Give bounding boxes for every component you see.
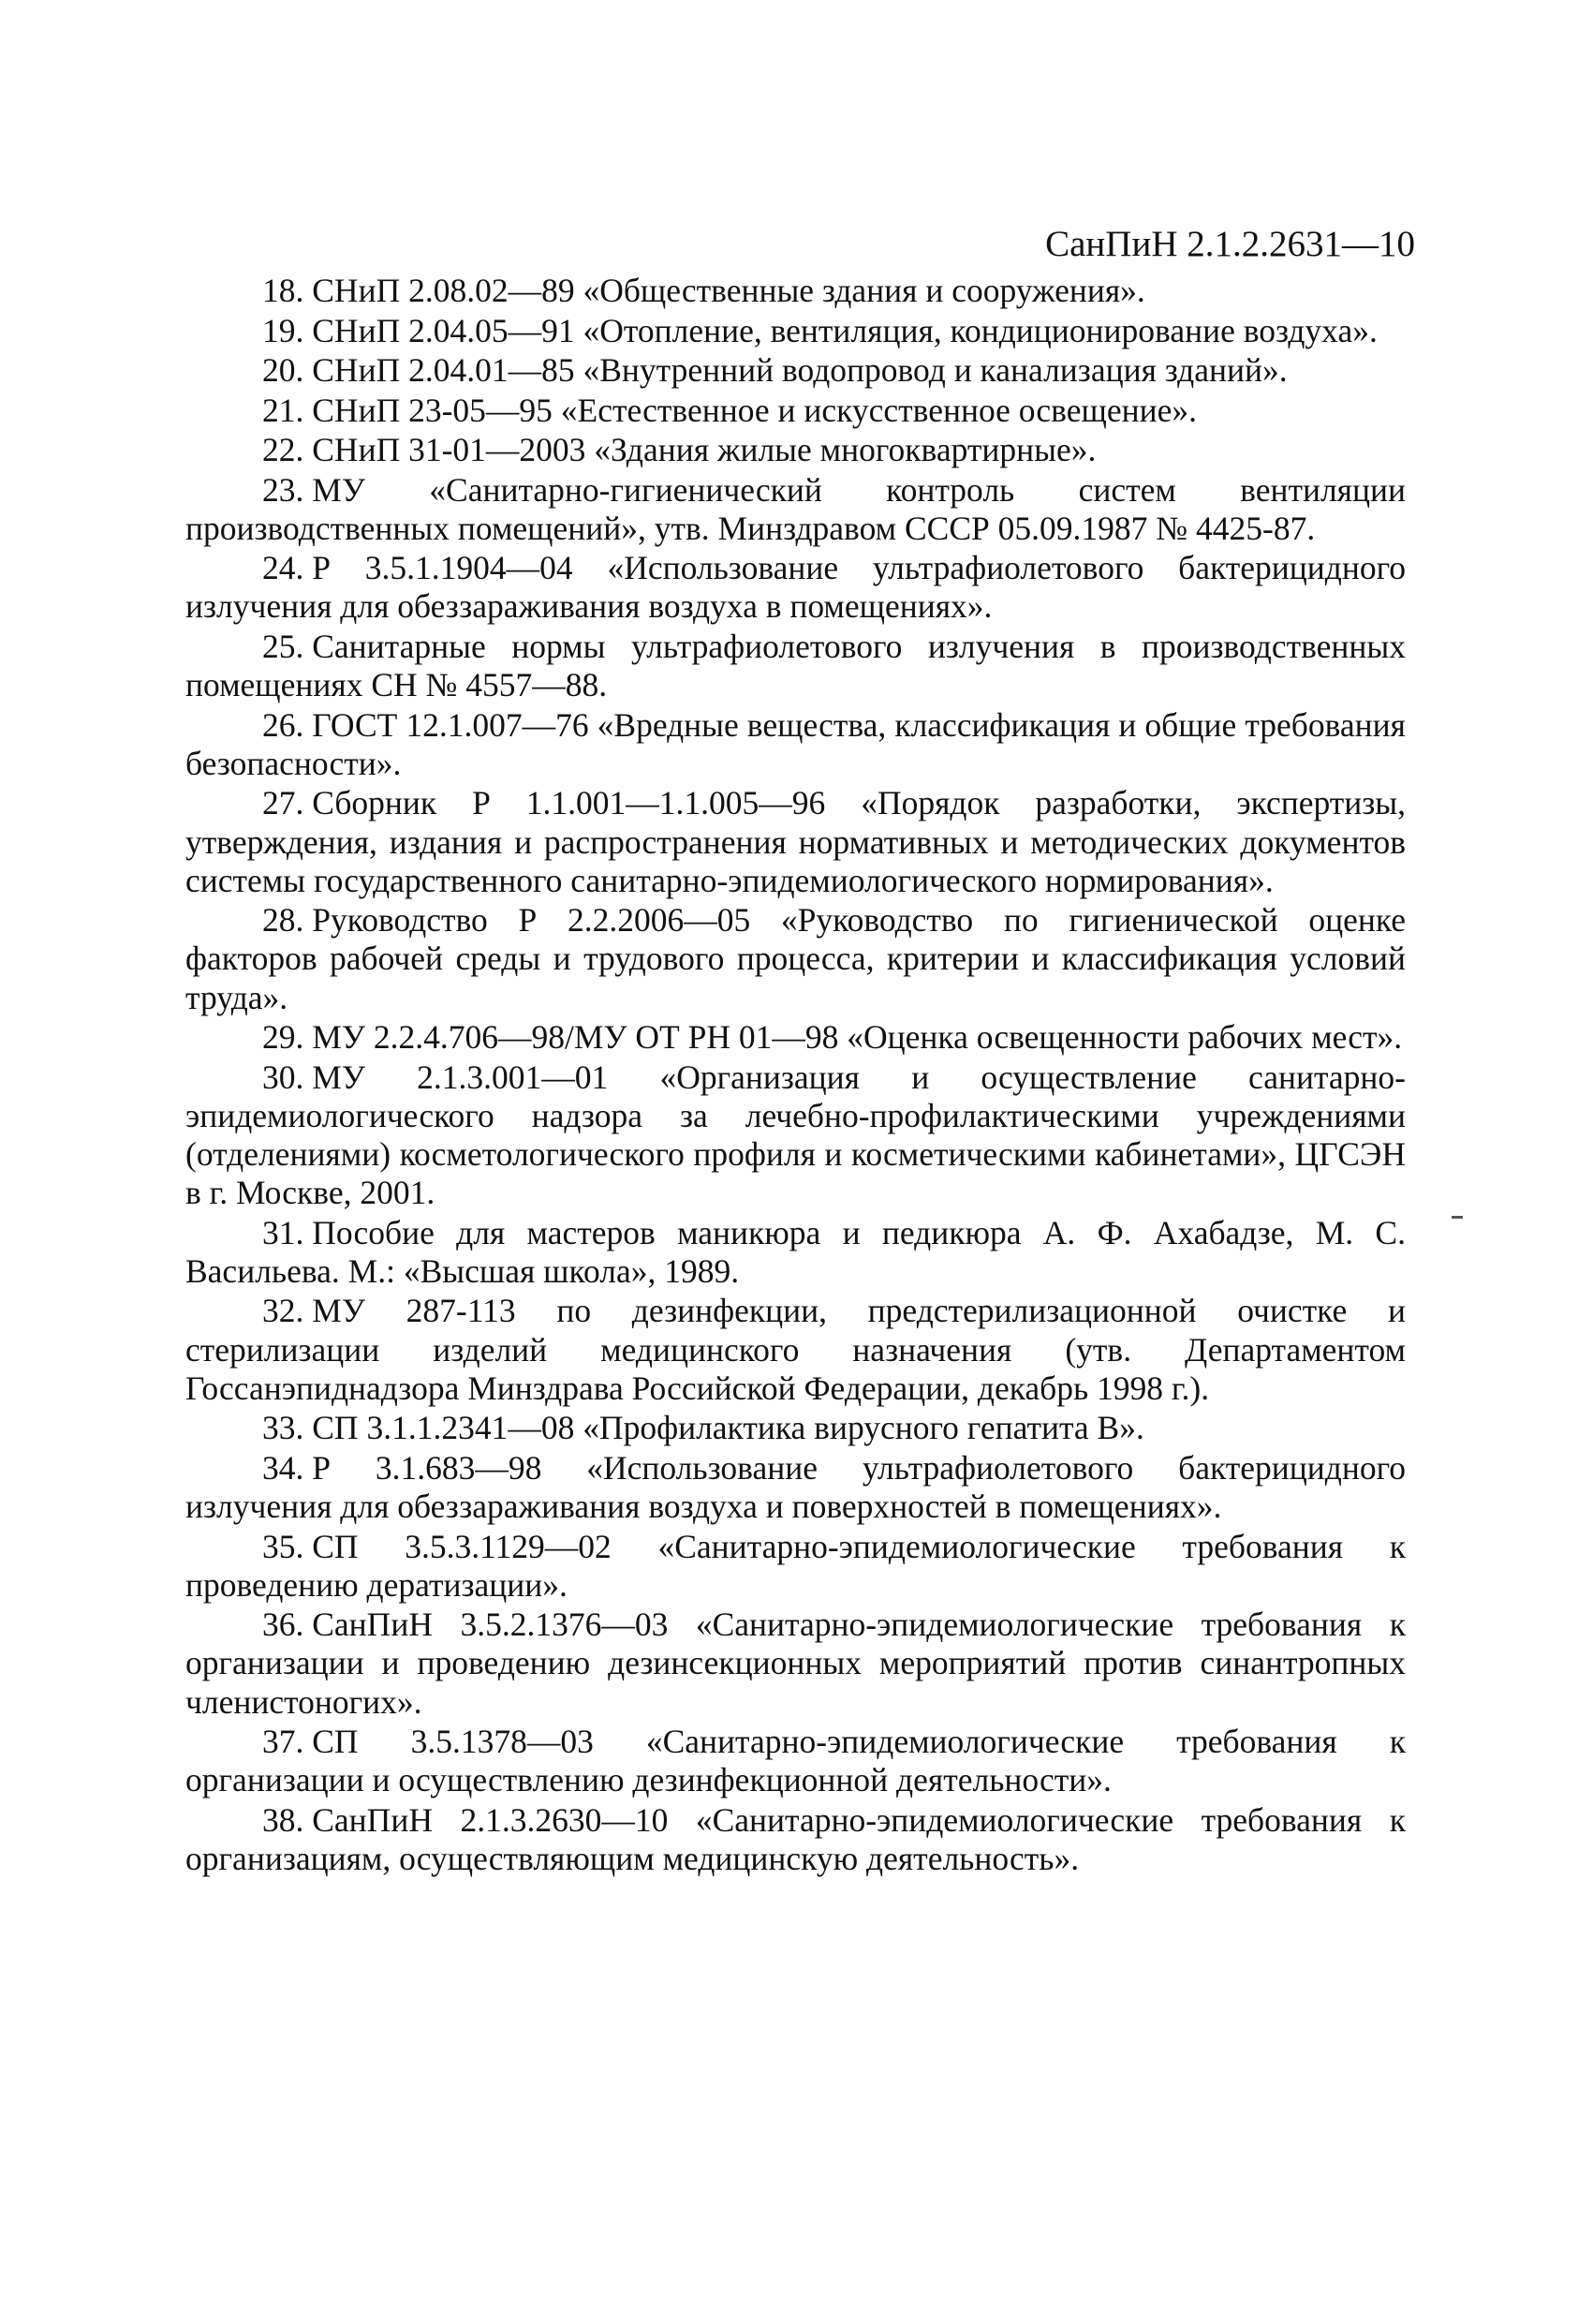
reference-text: СНиП 2.08.02—89 «Общественные здания и сооружения». <box>312 272 1145 309</box>
document-code: СанПиН 2.1.2.2631—10 <box>1045 224 1415 264</box>
reference-text: СП 3.5.1378—03 «Санитарно-эпидемиологические требования к организации и осуществлению дезинфекционной деятельности». <box>185 1723 1406 1799</box>
reference-text: ГОСТ 12.1.007—76 «Вредные вещества, классификация и общие требования безопасности». <box>185 705 1406 782</box>
reference-item <box>185 1292 1406 1408</box>
reference-item <box>185 1606 1406 1722</box>
scan-artifact-mark <box>1452 1216 1463 1219</box>
reference-text: СП 3.1.1.2341—08 «Профилактика вирусного гепатита В». <box>312 1409 1144 1447</box>
reference-number: 33. <box>262 1409 304 1447</box>
reference-text: МУ 2.2.4.706—98/МУ ОТ РН 01—98 «Оценка освещенности рабочих мест». <box>312 1018 1403 1057</box>
reference-item <box>185 351 1406 390</box>
reference-item <box>185 706 1406 783</box>
reference-text: СанПиН 2.1.3.2630—10 «Санитарно-эпидемиологические требования к организациям, осуществляющим медицинскую деятельность». <box>185 1800 1406 1878</box>
reference-item <box>185 471 1406 548</box>
reference-number: 36. <box>262 1606 304 1644</box>
reference-text: СНиП 31-01—2003 «Здания жилые многоквартирные». <box>312 431 1097 468</box>
reference-text: СП 3.5.3.1129—02 «Санитарно-эпидемиологические требования к проведению дератизации». <box>185 1527 1406 1604</box>
reference-number: 29. <box>262 1018 304 1057</box>
reference-text: СНиП 23-05—95 «Естественное и искусственное освещение». <box>312 391 1197 429</box>
reference-number: 22. <box>262 431 304 468</box>
reference-item <box>185 312 1406 350</box>
reference-number: 30. <box>262 1058 304 1096</box>
reference-item <box>185 1409 1406 1447</box>
reference-number: 19. <box>262 311 304 349</box>
reference-text: СНиП 2.04.05—91 «Отопление, вентиляция, кондиционирование воздуха». <box>312 311 1378 349</box>
reference-item <box>185 272 1406 310</box>
reference-item <box>185 1018 1406 1057</box>
reference-item <box>185 1214 1406 1291</box>
reference-text: Пособие для мастеров маникюра и педикюра А. Ф. Ахабадзе, М. С. Васильева. М.: «Высшая школа», 1989. <box>185 1213 1406 1290</box>
reference-number: 31. <box>262 1213 304 1251</box>
reference-text: Р 3.1.683—98 «Использование ультрафиолетового бактерицидного излучения для обеззараживания воздуха и поверхностей в помещениях». <box>185 1448 1406 1526</box>
reference-text: Р 3.5.1.1904—04 «Использование ультрафиолетового бактерицидного излучения для обеззараживания воздуха в помещениях». <box>185 549 1406 626</box>
reference-number: 35. <box>262 1527 304 1565</box>
reference-number: 26. <box>262 705 304 744</box>
reference-item <box>185 784 1406 900</box>
reference-text: Руководство Р 2.2.2006—05 «Руководство по гигиенической оценке факторов рабочей среды и трудового процесса, критерии и классификация условий труда». <box>185 901 1406 1016</box>
reference-item <box>185 1723 1406 1799</box>
reference-text: Санитарные нормы ультрафиолетового излучения в производственных помещениях СН № 4557—88. <box>185 627 1406 704</box>
reference-number: 28. <box>262 901 304 940</box>
reference-item <box>185 431 1406 469</box>
reference-text: МУ 2.1.3.001—01 «Организация и осуществление санитарно-эпидемиологического надзора за лечебно-профилактическими учреждениями (отделениями) косметологического профиля и косметическими кабинетами», ЦГСЭН в г. Москве, 2001. <box>185 1058 1406 1212</box>
reference-text: МУ «Санитарно-гигиенический контроль систем вентиляции производственных помещений», утв. Минздравом СССР 05.09.1987 № 4425-87. <box>185 470 1406 547</box>
reference-number: 34. <box>262 1448 304 1487</box>
reference-text: СанПиН 3.5.2.1376—03 «Санитарно-эпидемиологические требования к организации и проведению дезинсекционных мероприятий против синантропных членистоногих». <box>185 1606 1406 1721</box>
reference-text: МУ 287-113 по дезинфекции, предстерилизационной очистке и стерилизации изделий медицинского назначения (утв. Департаментом Госсанэпиднадзора Минздрава Российской Федерации, декабрь 1998 г.). <box>185 1292 1406 1407</box>
reference-number: 25. <box>262 627 304 665</box>
reference-number: 32. <box>262 1292 304 1330</box>
reference-item <box>185 1528 1406 1605</box>
reference-number: 24. <box>262 549 304 587</box>
reference-list <box>185 272 1406 1880</box>
page-header <box>1045 223 1415 266</box>
reference-number: 27. <box>262 784 304 822</box>
reference-item <box>185 1801 1406 1878</box>
reference-item <box>185 392 1406 430</box>
reference-item <box>185 901 1406 1017</box>
reference-item <box>185 628 1406 704</box>
reference-number: 37. <box>262 1723 304 1761</box>
reference-number: 20. <box>262 351 304 389</box>
reference-number: 18. <box>262 272 304 309</box>
reference-text: Сборник Р 1.1.001—1.1.005—96 «Порядок разработки, экспертизы, утверждения, издания и распространения нормативных и методических документов системы государственного санитарно-эпидемиологического нормирования». <box>185 784 1406 899</box>
reference-item <box>185 549 1406 626</box>
reference-item <box>185 1058 1406 1213</box>
reference-number: 21. <box>262 391 304 429</box>
reference-number: 38. <box>262 1800 304 1839</box>
reference-text: СНиП 2.04.01—85 «Внутренний водопровод и канализация зданий». <box>312 351 1288 389</box>
reference-item <box>185 1449 1406 1526</box>
reference-number: 23. <box>262 470 304 509</box>
